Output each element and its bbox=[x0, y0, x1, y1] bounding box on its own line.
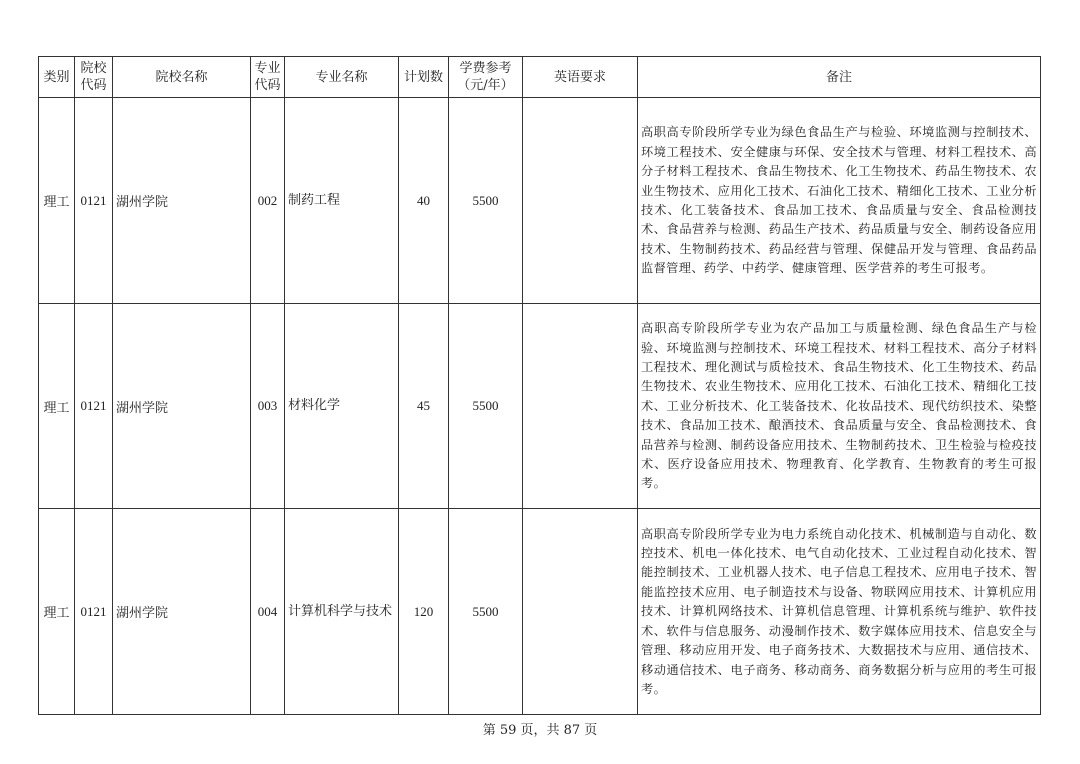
major-name-cell: 计算机科学与技术 bbox=[285, 509, 399, 715]
header-plan-count: 计划数 bbox=[399, 57, 449, 98]
table-row bbox=[39, 304, 1041, 509]
plan-count-cell: 40 bbox=[399, 98, 449, 304]
plan-count-cell: 45 bbox=[399, 304, 449, 509]
remarks-cell: 高职高专阶段所学专业为农产品加工与质量检测、绿色食品生产与检验、环境监测与控制技术、环境工程技术、材料工程技术、高分子材料工程技术、理化测试与质检技术、食品生物技术、化工生物技术、药品生物技术、农业生物技术、应用化工技术、石油化工技术、精细化工技术、工业分析技术、化工装备技术、化妆品技术、现代纺织技术、染整技术、食品加工技术、酿酒技术、食品质量与安全、食品检测技术、食品营养与检测、制药设备应用技术、生物制药技术、卫生检验与检疫技术、医疗设备应用技术、物理教育、化学教育、生物教育的考生可报考。 bbox=[638, 304, 1041, 509]
major-name-cell: 制药工程 bbox=[285, 98, 399, 304]
plan-count-cell: 120 bbox=[399, 509, 449, 715]
school-name-cell: 湖州学院 bbox=[113, 509, 251, 715]
school-code-cell: 0121 bbox=[75, 98, 113, 304]
major-code-cell: 002 bbox=[251, 98, 285, 304]
header-school-code: 院校代码 bbox=[75, 57, 113, 98]
school-name-cell: 湖州学院 bbox=[113, 304, 251, 509]
category-cell: 理工 bbox=[39, 509, 75, 715]
english-cell bbox=[523, 98, 638, 304]
category-cell: 理工 bbox=[39, 98, 75, 304]
english-cell bbox=[523, 304, 638, 509]
major-code-cell: 004 bbox=[251, 509, 285, 715]
page-number-footer: 第 59 页，共 87 页 bbox=[482, 723, 598, 738]
school-code-cell: 0121 bbox=[75, 304, 113, 509]
header-category: 类别 bbox=[39, 57, 75, 98]
english-cell bbox=[523, 509, 638, 715]
header-remarks: 备注 bbox=[638, 57, 1041, 98]
tuition-cell: 5500 bbox=[449, 509, 523, 715]
tuition-cell: 5500 bbox=[449, 98, 523, 304]
major-name-cell: 材料化学 bbox=[285, 304, 399, 509]
admission-plan-table bbox=[38, 56, 1041, 715]
major-code-cell: 003 bbox=[251, 304, 285, 509]
remarks-cell: 高职高专阶段所学专业为绿色食品生产与检验、环境监测与控制技术、环境工程技术、安全健康与环保、安全技术与管理、材料工程技术、高分子材料工程技术、食品生物技术、化工生物技术、药品生物技术、农业生物技术、应用化工技术、石油化工技术、精细化工技术、工业分析技术、化工装备技术、食品加工技术、食品质量与安全、食品检测技术、食品营养与检测、药品生产技术、药品质量与安全、制药设备应用技术、生物制药技术、药品经营与管理、保健品开发与管理、食品药品监督管理、药学、中药学、健康管理、医学营养的考生可报考。 bbox=[638, 98, 1041, 304]
header-english: 英语要求 bbox=[523, 57, 638, 98]
school-code-cell: 0121 bbox=[75, 509, 113, 715]
remarks-cell: 高职高专阶段所学专业为电力系统自动化技术、机械制造与自动化、数控技术、机电一体化技术、电气自动化技术、工业过程自动化技术、智能控制技术、工业机器人技术、电子信息工程技术、应用电子技术、智能监控技术应用、电子制造技术与设备、物联网应用技术、计算机应用技术、计算机网络技术、计算机信息管理、计算机系统与维护、软件技术、软件与信息服务、动漫制作技术、数字媒体应用技术、信息安全与管理、移动应用开发、电子商务技术、大数据技术与应用、通信技术、移动通信技术、电子商务、移动商务、商务数据分析与应用的考生可报考。 bbox=[638, 509, 1041, 715]
header-tuition: 学费参考（元/年） bbox=[449, 57, 523, 98]
header-major-name: 专业名称 bbox=[285, 57, 399, 98]
table-header-row bbox=[39, 57, 1041, 98]
category-cell: 理工 bbox=[39, 304, 75, 509]
table-row bbox=[39, 509, 1041, 715]
tuition-cell: 5500 bbox=[449, 304, 523, 509]
table-row bbox=[39, 98, 1041, 304]
school-name-cell: 湖州学院 bbox=[113, 98, 251, 304]
header-school-name: 院校名称 bbox=[113, 57, 251, 98]
header-major-code: 专业代码 bbox=[251, 57, 285, 98]
